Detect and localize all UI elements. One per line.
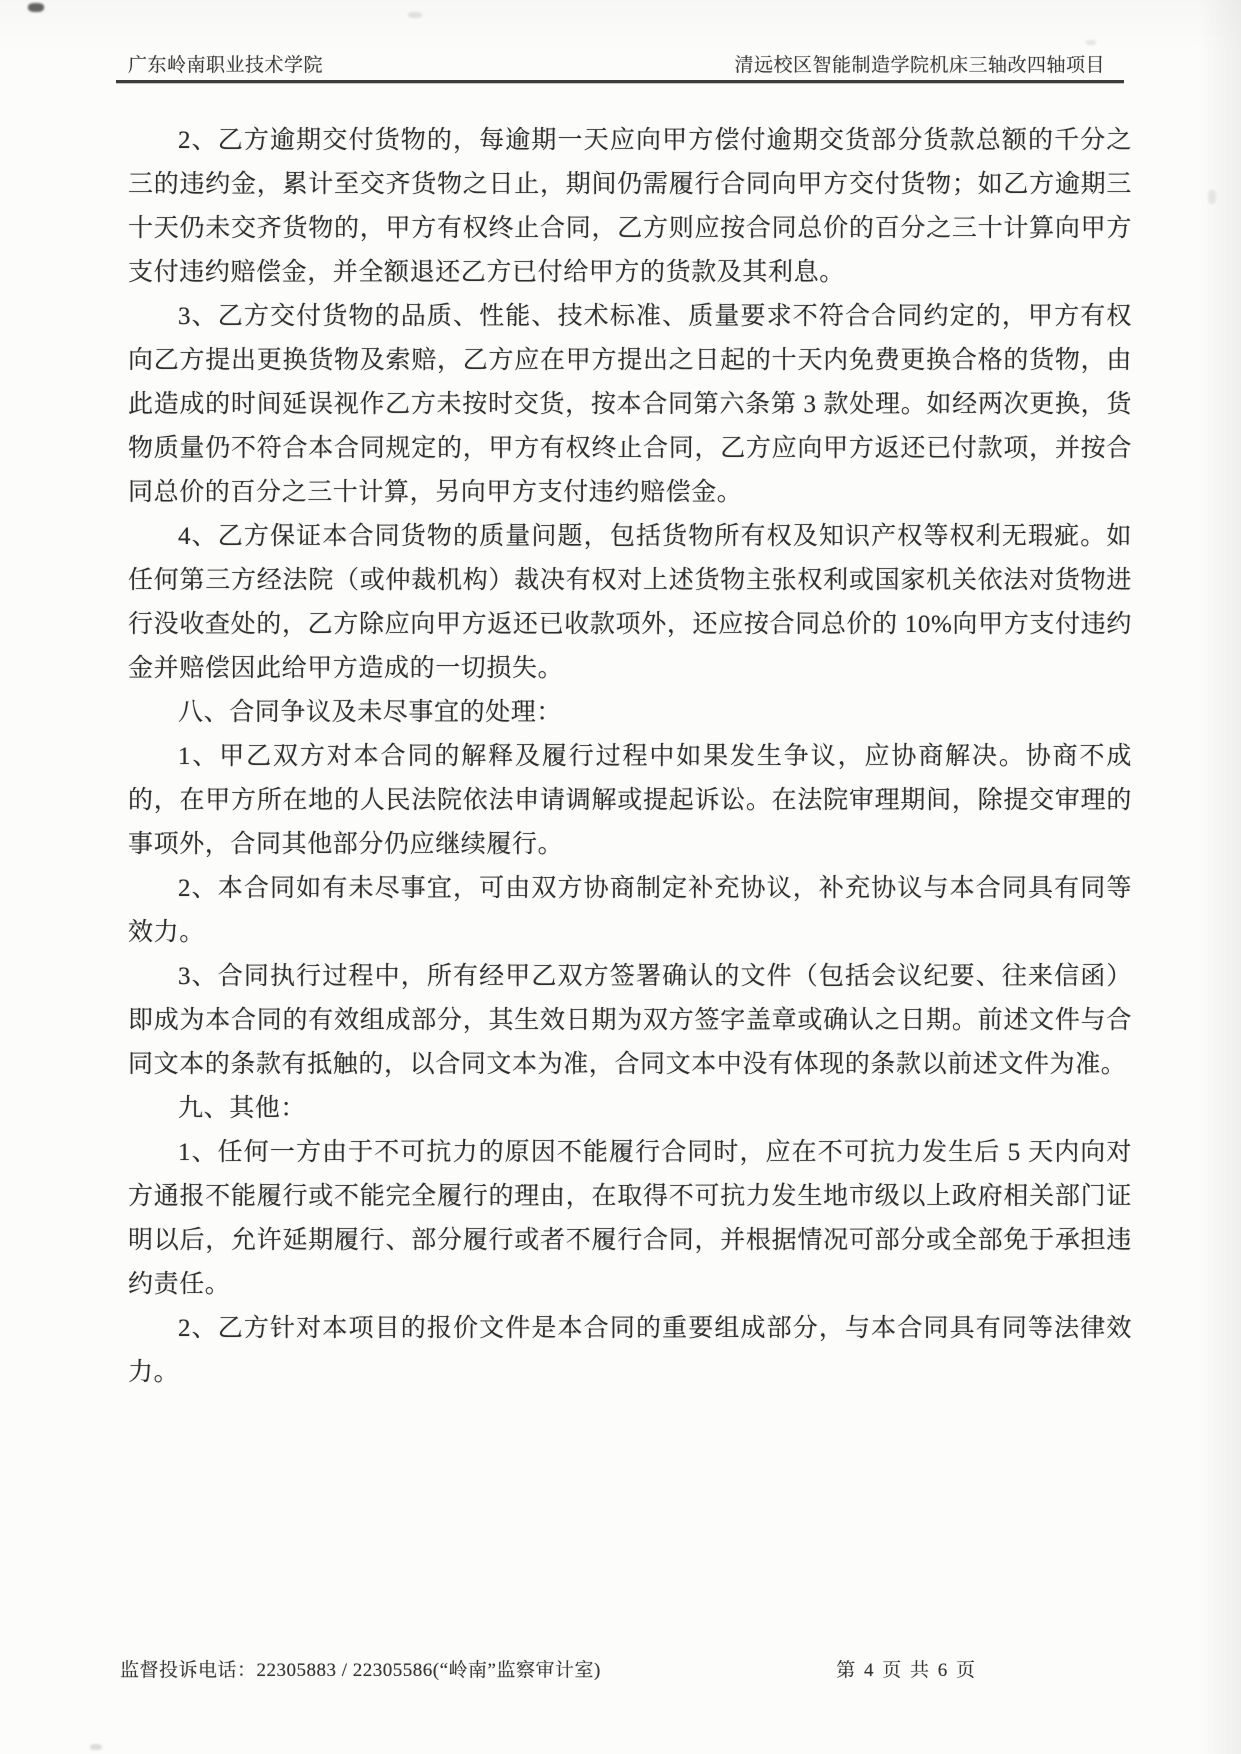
header-project-title: 清远校区智能制造学院机床三轴改四轴项目 (734, 55, 1105, 76)
footer-complaint-hotline: 监督投诉电话：22305883 / 22305586(“岭南”监察审计室) (120, 1660, 601, 1681)
paragraph: 3、乙方交付货物的品质、性能、技术标准、质量要求不符合合同约定的，甲方有权向乙方提出更换货物及索赔，乙方应在甲方提出之日起的十天内免费更换合格的货物，由此造成的时间延误视作乙方未按时交货，按本合同第六条第 3 款处理。如经两次更换，货物质量仍不符合本合同规定的，甲方有权终止合同，乙方应向甲方返还已付款项，并按合同总价的百分之三十计算，另向甲方支付违约赔偿金。 (128, 303, 1132, 506)
paragraph: 3、合同执行过程中，所有经甲乙双方签署确认的文件（包括会议纪要、往来信函）即成为本合同的有效组成部分，其生效日期为双方签字盖章或确认之日期。前述文件与合同文本的条款有抵触的，以合同文本为准，合同文本中没有体现的条款以前述文件为准。 (128, 963, 1132, 1078)
scan-artifact (1208, 190, 1216, 204)
scan-artifact (90, 1744, 102, 1750)
scan-artifact (1086, 40, 1096, 45)
header-organization: 广东岭南职业技术学院 (128, 55, 324, 76)
paragraph: 九、其他： (178, 1095, 307, 1122)
scan-artifact (28, 3, 44, 12)
page-footer (120, 1655, 1105, 1682)
footer-page-indicator: 第 4 页 共 6 页 (836, 1660, 977, 1681)
paragraph: 2、本合同如有未尽事宜，可由双方协商制定补充协议，补充协议与本合同具有同等效力。 (128, 875, 1132, 946)
header-rule (116, 80, 1124, 83)
scan-artifact (408, 12, 422, 18)
paragraph: 八、合同争议及未尽事宜的处理： (178, 699, 563, 726)
paragraph: 2、乙方针对本项目的报价文件是本合同的重要组成部分，与本合同具有同等法律效力。 (128, 1315, 1132, 1386)
paragraph: 1、甲乙双方对本合同的解释及履行过程中如果发生争议，应协商解决。协商不成的，在甲方所在地的人民法院依法申请调解或提起诉讼。在法院审理期间，除提交审理的事项外，合同其他部分仍应继续履行。 (128, 743, 1132, 858)
paragraph: 1、任何一方由于不可抗力的原因不能履行合同时，应在不可抗力发生后 5 天内向对方通报不能履行或不能完全履行的理由，在取得不可抗力发生地市级以上政府相关部门证明以后，允许延期履行、部分履行或者不履行合同，并根据情况可部分或全部免于承担违约责任。 (128, 1139, 1132, 1298)
document-body (128, 119, 1132, 1395)
paragraph: 4、乙方保证本合同货物的质量问题，包括货物所有权及知识产权等权利无瑕疵。如任何第三方经法院（或仲裁机构）裁决有权对上述货物主张权利或国家机关依法对货物进行没收查处的，乙方除应向甲方返还已收款项外，还应按合同总价的 10%向甲方支付违约金并赔偿因此给甲方造成的一切损失。 (128, 523, 1132, 682)
paragraph: 2、乙方逾期交付货物的，每逾期一天应向甲方偿付逾期交货部分货款总额的千分之三的违约金，累计至交齐货物之日止，期间仍需履行合同向甲方交付货物；如乙方逾期三十天仍未交齐货物的，甲方有权终止合同，乙方则应按合同总价的百分之三十计算向甲方支付违约赔偿金，并全额退还乙方已付给甲方的货款及其利息。 (128, 127, 1132, 286)
page-header (128, 50, 1105, 77)
